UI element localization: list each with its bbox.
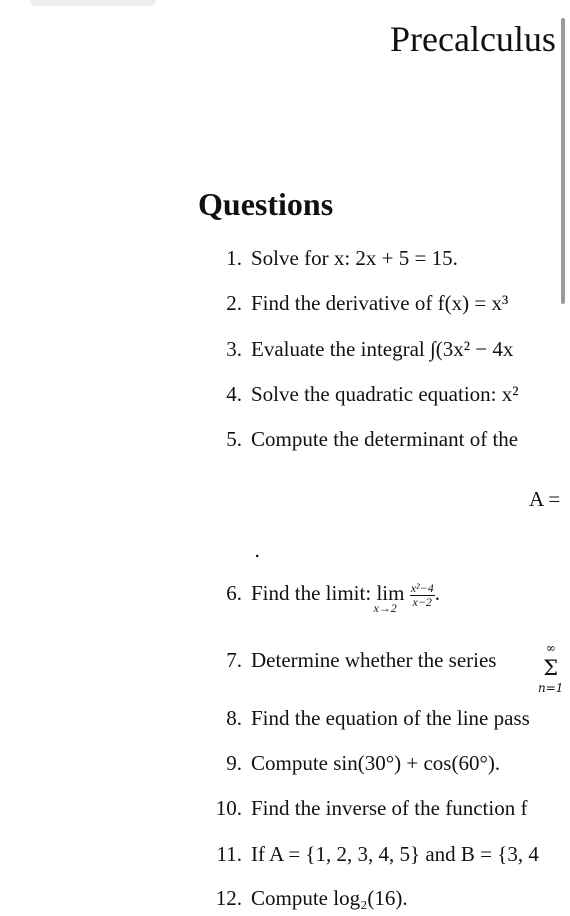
question-text: Find the derivative of f(x) = x³ bbox=[251, 291, 509, 315]
sigma-symbol: Σ bbox=[543, 656, 559, 680]
question-number: 5. bbox=[226, 427, 242, 451]
section-heading: Questions bbox=[198, 186, 334, 222]
matrix-label: A = bbox=[529, 487, 561, 511]
question-text: Find the inverse of the function f bbox=[251, 796, 528, 820]
question-text: Compute the determinant of the bbox=[251, 427, 519, 451]
question-number: 7. bbox=[226, 648, 242, 672]
question-number: 3. bbox=[226, 337, 242, 361]
fraction-denominator: x−2 bbox=[412, 594, 432, 609]
series-sigma bbox=[538, 638, 563, 698]
question-text: Compute sin(30°) + cos(60°). bbox=[251, 751, 501, 775]
question-text: Solve for x: 2x + 5 = 15. bbox=[251, 246, 458, 270]
limit-subscript: x→2 bbox=[373, 601, 397, 615]
question-number: 9. bbox=[226, 751, 242, 775]
question-number: 6. bbox=[226, 581, 242, 605]
scrollbar[interactable] bbox=[561, 18, 565, 304]
limit-expression bbox=[373, 581, 405, 615]
page-title: Precalculus bbox=[390, 19, 556, 59]
question-text: Compute log₂(16). bbox=[251, 886, 408, 910]
limit-fraction bbox=[410, 582, 435, 609]
question-text: Determine whether the series bbox=[251, 648, 497, 672]
limit-operator: lim bbox=[376, 581, 405, 605]
question-text: Solve the quadratic equation: x² bbox=[251, 382, 519, 406]
question-text: Find the equation of the line pass bbox=[251, 706, 530, 730]
question-number: 11. bbox=[216, 842, 242, 866]
limit-prefix: Find the limit: bbox=[251, 581, 372, 605]
question-number: 8. bbox=[226, 706, 242, 730]
question-number: 1. bbox=[226, 246, 242, 270]
question-number: 2. bbox=[226, 291, 242, 315]
question-number: 12. bbox=[215, 886, 242, 910]
question-number: 4. bbox=[226, 382, 242, 406]
question-text: If A = {1, 2, 3, 4, 5} and B = {3, 4 bbox=[251, 842, 539, 866]
matrix-end-dot: . bbox=[254, 538, 261, 562]
fraction-numerator: x²−4 bbox=[410, 580, 434, 595]
question-text: Evaluate the integral ∫(3x² − 4x bbox=[251, 337, 514, 361]
question-number: 10. bbox=[215, 796, 242, 820]
sigma-top: ∞ bbox=[545, 641, 556, 655]
question-text: Find the limit: lim x→2 $\frac{\text{x²−4}}{x-2}$ . bbox=[251, 580, 440, 615]
sigma-bottom: n=1 bbox=[538, 681, 564, 695]
browser-tab-stub bbox=[30, 0, 156, 6]
